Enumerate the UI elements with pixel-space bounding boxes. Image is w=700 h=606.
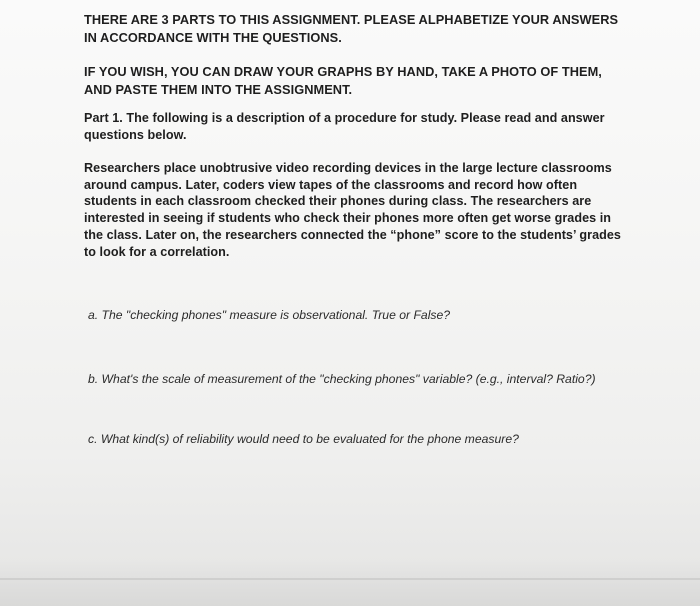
- assignment-header: [84, 11, 654, 47]
- question-c: c. What kind(s) of reliability would need to be evaluated for the phone measure?: [88, 432, 519, 446]
- description-line: to look for a correlation.: [84, 244, 230, 259]
- part1-line: Part 1. The following is a description of a procedure for study. Please read and answer: [84, 111, 605, 125]
- description-line: the class. Later on, the researchers connected the “phone” score to the students’ grades: [84, 227, 621, 242]
- question-a: a. The "checking phones" measure is observational. True or False?: [88, 308, 451, 322]
- description-line: interested in seeing if students who check their phones more often get worse grades in: [84, 211, 612, 226]
- instruction-line: IF YOU WISH, YOU CAN DRAW YOUR GRAPHS BY HAND, TAKE A PHOTO OF THEM,: [84, 64, 602, 79]
- instruction-line: AND PASTE THEM INTO THE ASSIGNMENT.: [84, 81, 353, 97]
- description-line: around campus. Later, coders view tapes of the classrooms and record how often: [84, 177, 578, 192]
- study-description: [84, 160, 654, 260]
- part1-line: questions below.: [84, 128, 187, 142]
- page-edge-divider: [0, 578, 700, 580]
- description-line: Researchers place unobtrusive video recording devices in the large lecture classrooms: [84, 161, 612, 175]
- graph-instruction: [84, 63, 654, 98]
- page-bottom-shadow: [0, 560, 700, 606]
- header-line: THERE ARE 3 PARTS TO THIS ASSIGNMENT. PLEASE ALPHABETIZE YOUR ANSWERS: [84, 12, 619, 27]
- question-b: b. What's the scale of measurement of the "checking phones" variable? (e.g., interval? Ratio?): [88, 372, 596, 386]
- header-line: IN ACCORDANCE WITH THE QUESTIONS.: [84, 30, 342, 45]
- description-line: students in each classroom checked their phones during class. The researchers are: [84, 194, 592, 209]
- part1-intro: [84, 110, 654, 144]
